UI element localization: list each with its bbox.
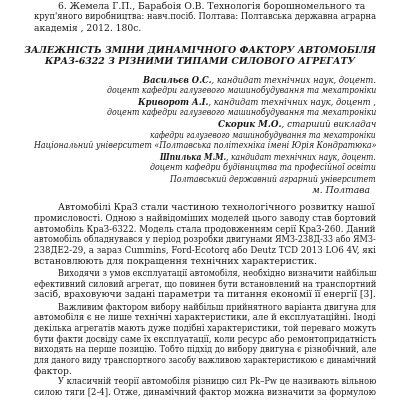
author-title: , кандидат технічних наук, доцент. — [226, 151, 376, 163]
affiliation-city: м. Полтава — [312, 184, 370, 196]
author-position: доцент кафедри будівництва та професійної освіти — [150, 162, 376, 174]
author-line — [143, 76, 376, 86]
author-position: кафедри галузевого машинобудування та мехатроніки — [150, 129, 376, 141]
author-name: Шпилька М.М. — [160, 151, 227, 163]
reference-line: круп'яного виробництва: навч.посіб. Полтава: Полтавська державна аграрна — [34, 11, 377, 23]
author-name: Криворот А.І. — [138, 96, 209, 108]
body-line: встановлюють для покращення технічних характеристик. — [34, 255, 317, 267]
body-line: фактор. — [34, 365, 72, 377]
body-line: бути факти досвіду саме їх експлуатації, коли ресурс або ремонтопридатність — [34, 333, 377, 345]
body-line: Виходячи з умов експлуатації автомобіля, необхідно визначити найбільш — [58, 268, 377, 279]
author-line — [138, 98, 376, 108]
affiliation: Національний університет «Полтавська політехніка імені Юрія Кондратюка» — [34, 140, 377, 152]
body-line: промисловості. Одною з найвідоміших моделей цього заводу став бортовий — [34, 213, 377, 224]
body-line: засіб, враховуючи задані параметри та питання економії її енергії [3]. — [34, 289, 376, 301]
body-line: виходять на перше позицію. Тобто підхід до вибору двигуна є різнобічний, але — [34, 344, 377, 356]
author-title: , кандидат технічних наук, доцент. — [211, 74, 377, 86]
paper-title: ЗАЛЕЖНІСТЬ ЗМІНИ ДИНАМІЧНОГО ФАКТОРУ АВТОМОБІЛЯ — [24, 45, 376, 57]
body-line: для даного виду транспортного засобу важливою характеристикою є динамічний — [34, 355, 377, 366]
body-line: автомобіля є не лише технічні характеристики, але й експлуатаційні. Іноді — [34, 312, 376, 324]
body-line: декілька агрегатів мають дуже подібні характеристики, той переваго можуть — [34, 323, 377, 335]
body-line: Автомобілі КраЗ стали частиною технологічного розвитку нашої — [58, 202, 375, 214]
affiliation: Полтавський державний аграрний університет — [170, 173, 376, 185]
author-position: доцент кафедри галузевого машинобудування та мехатроніки — [107, 107, 377, 119]
reference-line: академія , 2012. 180с. — [34, 23, 142, 34]
paper-title: КРАЗ-6322 З РІЗНИМИ ТИПАМИ СИЛОВОГО АГРЕГАТУ — [44, 55, 356, 67]
author-name: Скорик М.О. — [218, 118, 282, 130]
author-line — [218, 120, 376, 130]
author-position: доцент кафедри галузевого машинобудування та мехатроніки — [107, 85, 377, 97]
body-line: У класичній теорії автомобіля різницю сил Pk–Pw це називають вільною — [58, 376, 377, 388]
body-line: ефективний силовий агрегат, що повинен бути встановлений на транспортний — [34, 278, 377, 290]
author-name: Васильєв О.С. — [143, 74, 212, 86]
body-line: силою тяги [2-4]. Отже, динамічний фактор можна визначити за формулою — [34, 387, 376, 398]
author-line — [160, 153, 376, 163]
reference-line: 6. Жемела Г.П., Барабоія О.В. Технологія борошномельного та — [58, 0, 366, 12]
body-line: 238ДЕ2-29, а зараз Cummins, Ford-Ecotorq або Deutz TCD 2013 LO6 4V, які — [34, 244, 376, 256]
body-line: автомобіль КраЗ-6322. Модель стала продовженням серії КраЗ-260. Даний — [34, 223, 376, 235]
author-title: , старший викладач — [281, 118, 377, 130]
body-line: автомобіль обладнувався у період розробки двигунами ЯМЗ-238Д-33 або ЯМЗ- — [34, 234, 376, 246]
body-line: Важливим фактором вибору найбільш прийнятного варіанта двигуна для — [58, 301, 377, 313]
author-title: , кандидат технічних наук, доцент , — [208, 96, 376, 108]
